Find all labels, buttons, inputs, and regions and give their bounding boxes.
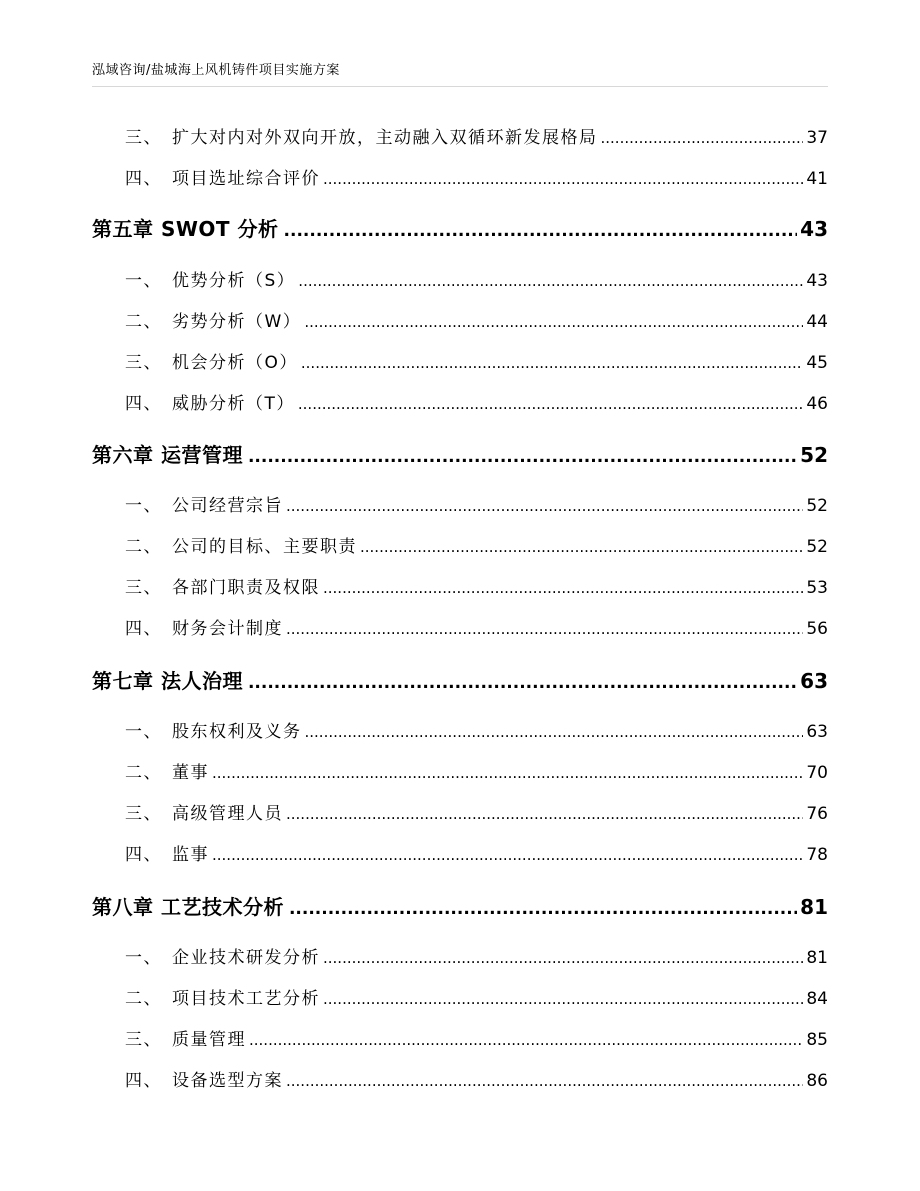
toc-chapter-title: 第八章 工艺技术分析 — [92, 895, 284, 919]
toc-entry-title: 高级管理人员 — [172, 804, 283, 824]
toc-entry-title: 劣势分析（W） — [172, 312, 302, 332]
dot-leader — [360, 538, 803, 556]
toc-entry-title: 财务会计制度 — [172, 619, 283, 639]
toc-entry[interactable] — [125, 1066, 828, 1091]
toc-entry[interactable] — [125, 348, 828, 373]
toc-entry-page: 56 — [806, 619, 828, 639]
toc-entry-title: 董事 — [172, 763, 209, 783]
dot-leader — [323, 579, 803, 597]
toc-entry-page: 52 — [806, 537, 828, 557]
toc-entry[interactable] — [125, 389, 828, 414]
toc-entry-page: 84 — [806, 989, 828, 1009]
toc-entry-number: 三、 — [125, 353, 162, 373]
toc-entry-page: 78 — [806, 845, 828, 865]
toc-entry[interactable] — [125, 799, 828, 824]
dot-leader — [304, 313, 803, 331]
toc-entry[interactable] — [125, 984, 828, 1009]
toc-chapter-page: 52 — [800, 443, 828, 467]
toc-entry-number: 二、 — [125, 989, 162, 1009]
toc-entry-number: 四、 — [125, 619, 162, 639]
dot-leader — [248, 447, 797, 467]
toc-entry-page: 53 — [806, 578, 828, 598]
toc-chapter[interactable] — [92, 665, 828, 694]
dot-leader — [323, 990, 803, 1008]
toc-chapter-page: 81 — [800, 895, 828, 919]
toc-entry-page: 76 — [806, 804, 828, 824]
toc-entry-number: 四、 — [125, 394, 162, 414]
toc-entry-number: 三、 — [125, 804, 162, 824]
dot-leader — [284, 221, 798, 241]
toc-chapter-title: 第五章 SWOT 分析 — [92, 217, 279, 241]
dot-leader — [289, 899, 797, 919]
dot-leader — [286, 1072, 803, 1090]
toc-entry[interactable] — [125, 164, 828, 189]
toc-entry[interactable] — [125, 307, 828, 332]
header-divider — [92, 86, 828, 87]
toc-entry-page: 52 — [806, 496, 828, 516]
toc-entry-number: 四、 — [125, 1071, 162, 1091]
toc-entry-title: 威胁分析（T） — [172, 394, 295, 414]
toc-entry-page: 41 — [806, 169, 828, 189]
dot-leader — [298, 272, 803, 290]
dot-leader — [286, 805, 803, 823]
toc-entry-title: 项目选址综合评价 — [172, 169, 320, 189]
toc-entry-number: 三、 — [125, 128, 162, 148]
toc-entry-title: 各部门职责及权限 — [172, 578, 320, 598]
toc-chapter-page: 43 — [800, 217, 828, 241]
toc-entry-title: 质量管理 — [172, 1030, 246, 1050]
toc-entry-number: 二、 — [125, 763, 162, 783]
dot-leader — [286, 620, 803, 638]
toc-entry[interactable] — [125, 573, 828, 598]
toc-chapter-page: 63 — [800, 669, 828, 693]
toc-entry-title: 扩大对内对外双向开放，主动融入双循环新发展格局 — [172, 128, 598, 148]
toc-entry[interactable] — [125, 717, 828, 742]
toc-entry[interactable] — [125, 491, 828, 516]
toc-entry-number: 四、 — [125, 845, 162, 865]
toc-entry-title: 机会分析（O） — [172, 353, 298, 373]
toc-entry-page: 81 — [806, 948, 828, 968]
dot-leader — [212, 846, 803, 864]
toc-entry[interactable] — [125, 758, 828, 783]
running-header: 泓域咨询/盐城海上风机铸件项目实施方案 — [92, 63, 340, 78]
toc-entry-number: 一、 — [125, 948, 162, 968]
toc-entry[interactable] — [125, 1025, 828, 1050]
toc-entry-number: 一、 — [125, 496, 162, 516]
toc-entry-number: 三、 — [125, 1030, 162, 1050]
toc-entry-number: 三、 — [125, 578, 162, 598]
dot-leader — [248, 673, 797, 693]
toc-entry-page: 44 — [806, 312, 828, 332]
toc-chapter[interactable] — [92, 213, 828, 242]
toc-entry-title: 企业技术研发分析 — [172, 948, 320, 968]
toc-entry[interactable] — [125, 943, 828, 968]
toc-entry-title: 优势分析（S） — [172, 271, 296, 291]
toc-entry-number: 一、 — [125, 271, 162, 291]
toc-entry-title: 监事 — [172, 845, 209, 865]
toc-entry[interactable] — [125, 840, 828, 865]
toc-entry-title: 设备选型方案 — [172, 1071, 283, 1091]
toc-entry-page: 63 — [806, 722, 828, 742]
toc-entry-number: 四、 — [125, 169, 162, 189]
toc-entry[interactable] — [125, 614, 828, 639]
toc-entry-title: 公司经营宗旨 — [172, 496, 283, 516]
dot-leader — [286, 497, 803, 515]
toc-entry-page: 37 — [806, 128, 828, 148]
toc-chapter-title: 第六章 运营管理 — [92, 443, 243, 467]
dot-leader — [323, 949, 803, 967]
toc-entry-page: 85 — [806, 1030, 828, 1050]
toc-entry-number: 二、 — [125, 537, 162, 557]
toc-entry-page: 86 — [806, 1071, 828, 1091]
toc-entry-page: 43 — [806, 271, 828, 291]
dot-leader — [323, 170, 803, 188]
dot-leader — [301, 354, 803, 372]
toc-chapter[interactable] — [92, 439, 828, 468]
toc-entry-number: 一、 — [125, 722, 162, 742]
toc-entry-title: 公司的目标、主要职责 — [172, 537, 357, 557]
toc-entry[interactable] — [125, 532, 828, 557]
toc-entry-page: 45 — [806, 353, 828, 373]
toc-entry-number: 二、 — [125, 312, 162, 332]
dot-leader — [249, 1031, 803, 1049]
toc-entry[interactable] — [125, 123, 828, 148]
toc-chapter[interactable] — [92, 891, 828, 920]
dot-leader — [212, 764, 803, 782]
toc-chapter-title: 第七章 法人治理 — [92, 669, 243, 693]
toc-entry-title: 股东权利及义务 — [172, 722, 302, 742]
dot-leader — [601, 129, 804, 147]
toc-entry-page: 70 — [806, 763, 828, 783]
toc-entry-title: 项目技术工艺分析 — [172, 989, 320, 1009]
toc-entry-page: 46 — [806, 394, 828, 414]
dot-leader — [305, 723, 804, 741]
toc-entry[interactable] — [125, 266, 828, 291]
dot-leader — [298, 395, 803, 413]
